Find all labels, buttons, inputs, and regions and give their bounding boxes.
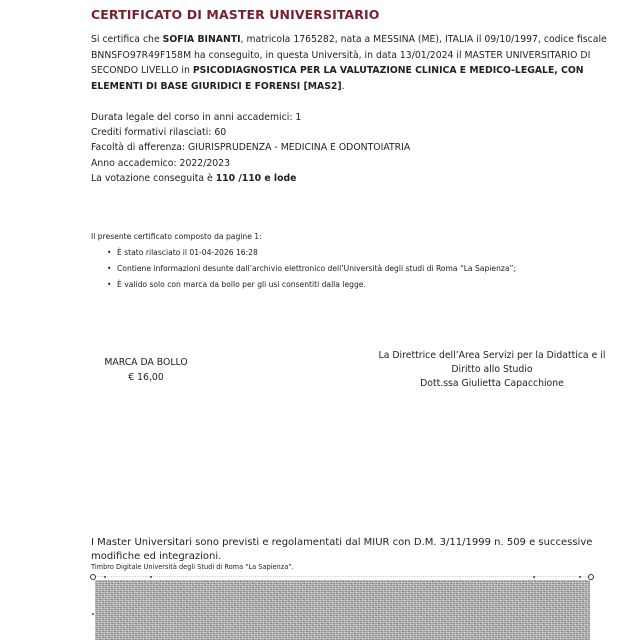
signer-name: Dott.ssa Giulietta Capacchione <box>420 378 564 389</box>
signer-role-line2: Diritto allo Studio <box>451 364 533 375</box>
revenue-stamp <box>96 356 196 385</box>
tick-marker-icon <box>104 576 106 578</box>
course-credits: Crediti formativi rilasciati: 60 <box>91 127 227 139</box>
bullet-icon: • <box>107 248 112 257</box>
certificate-info <box>91 229 516 293</box>
tick-marker-icon <box>533 576 535 578</box>
digital-stamp-barcode <box>95 580 590 640</box>
info-heading: Il presente certificato composto da pagine 1: <box>91 232 262 241</box>
tick-marker-icon <box>579 576 581 578</box>
intro-text-3: . <box>341 80 345 92</box>
certificate-title: CERTIFICATO DI MASTER UNIVERSITARIO <box>91 7 380 22</box>
grade-value: 110 /110 e lode <box>215 172 297 184</box>
course-details <box>91 110 410 186</box>
course-duration: Durata legale del corso in anni accademici: 1 <box>91 112 302 123</box>
student-name: SOFIA BINANTI <box>162 34 241 45</box>
grade-label: La votazione conseguita è <box>91 172 216 184</box>
signature-block <box>362 349 622 391</box>
legal-footnote: I Master Universitari sono previsti e regolamentati dal MIUR con D.M. 3/11/1999 n. 509 e successive modifiche ed integrazioni. <box>91 537 593 562</box>
final-grade <box>91 171 410 186</box>
bullet-icon: • <box>107 280 112 289</box>
course-faculty: Facoltà di afferenza: GIURISPRUDENZA - MEDICINA E ODONTOIATRIA <box>91 142 411 154</box>
info-item: • È stato rilasciato il 01-04-2026 16:28 <box>107 245 516 261</box>
digital-stamp-caption: Timbro Digitale Università degli Studi di Roma “La Sapienza”. <box>91 563 294 571</box>
bullet-icon: • <box>107 264 112 273</box>
info-item: • Contiene informazioni desunte dall’archivio elettronico dell’Università degli studi di Roma “La Sapienza”; <box>107 261 516 277</box>
signer-role-line1: La Direttrice dell’Area Servizi per la Didattica e il <box>378 350 606 361</box>
revenue-stamp-label: MARCA DA BOLLO <box>104 357 188 368</box>
digital-stamp-border <box>95 576 590 578</box>
tick-marker-icon <box>92 613 94 615</box>
intro-text-2: , matricola 1765282, nata a MESSINA (ME), ITALIA il 09/10/1997, codice fiscale BNNSFO97R49F158M ha conseguito, in questa Università, in data 13/01/2024 il MASTER UNIVERSITARIO DI SECONDO LIVELLO in <box>91 34 607 77</box>
course-name: PSICODIAGNOSTICA PER LA VALUTAZIONE CLINICA E MEDICO-LEGALE, CON ELEMENTI DI BASE GIURIDICI E FORENSI [MAS2] <box>91 65 584 92</box>
academic-year: Anno accademico: 2022/2023 <box>91 157 231 169</box>
revenue-stamp-amount: € 16,00 <box>128 371 164 383</box>
info-list <box>91 245 516 293</box>
info-item: • È valido solo con marca da bollo per gli usi consentiti dalla legge. <box>107 277 516 293</box>
intro-text-1: Si certifica che <box>91 34 163 45</box>
tick-marker-icon <box>150 576 152 578</box>
certification-statement <box>91 32 621 94</box>
